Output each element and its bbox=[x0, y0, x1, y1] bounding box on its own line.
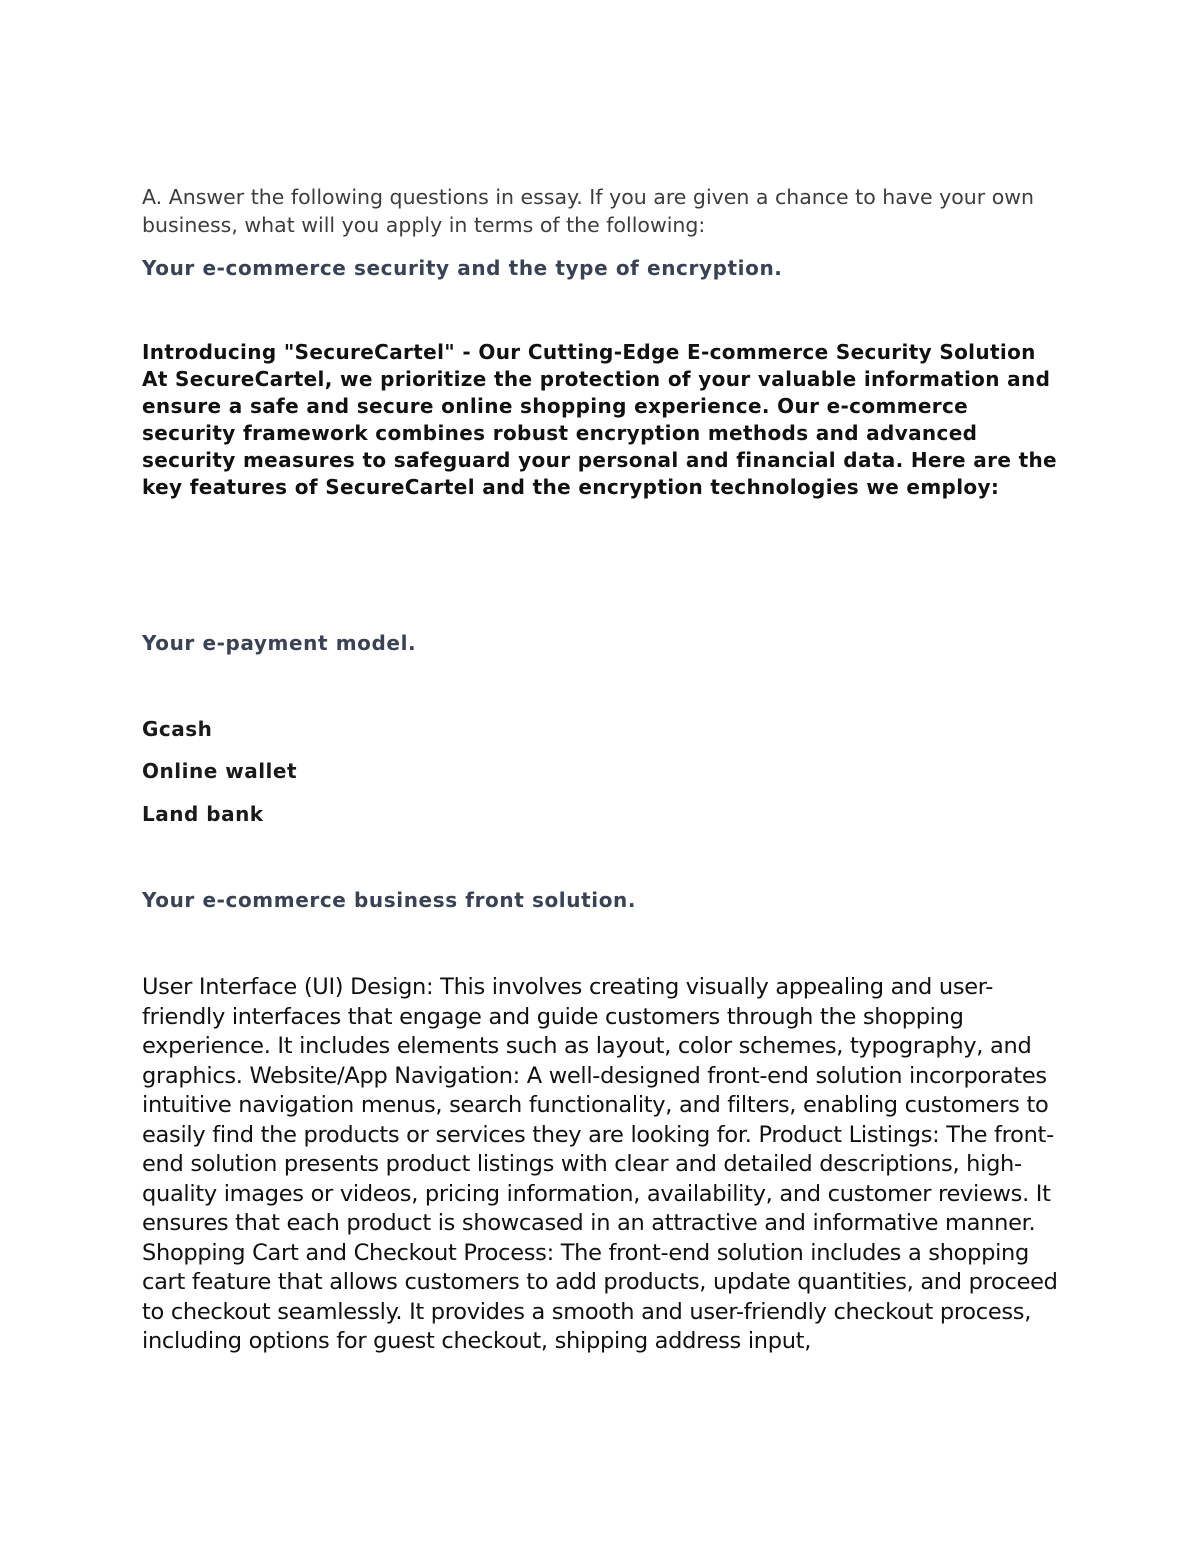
section-heading-security: Your e-commerce security and the type of encryption. bbox=[142, 256, 783, 280]
section-heading-front-solution: Your e-commerce business front solution. bbox=[142, 888, 637, 912]
section-body-front-solution: User Interface (UI) Design: This involves creating visually appealing and user-friendly interfaces that engage and guide customers through the shopping experience. It includes elements such as layout, color schemes, typography, and graphics. Website/App Navigation: A well-designed front-end solution incorporates intuitive navigation menus, search functionality, and filters, enabling customers to easily find the products or services they are looking for. Product Listings: The front-end solution presents product listings with clear and detailed descriptions, high-quality images or videos, pricing information, availability, and customer reviews. It ensures that each product is showcased in an attractive and informative manner. Shopping Cart and Checkout Process: The front-end solution includes a shopping cart feature that allows customers to add products, update quantities, and proceed to checkout seamlessly. It provides a smooth and user-friendly checkout process, including options for guest checkout, shipping address input, bbox=[142, 974, 1058, 1354]
section-heading-epayment: Your e-payment model. bbox=[142, 631, 417, 655]
document-page bbox=[142, 0, 1062, 1553]
payment-item-online-wallet: Online wallet bbox=[142, 759, 298, 783]
question-intro: A. Answer the following questions in essay. If you are given a chance to have your own business, what will you apply in terms of the following: bbox=[142, 185, 1035, 237]
payment-item-gcash: Gcash bbox=[142, 717, 213, 741]
payment-item-land-bank: Land bank bbox=[142, 802, 264, 826]
section-body-security: Introducing "SecureCartel" - Our Cutting-Edge E-commerce Security Solution At SecureCartel, we prioritize the protection of your valuable information and ensure a safe and secure online shopping experience. Our e-commerce security framework combines robust encryption methods and advanced security measures to safeguard your personal and financial data. Here are the key features of SecureCartel and the encryption technologies we employ: bbox=[142, 340, 1057, 499]
